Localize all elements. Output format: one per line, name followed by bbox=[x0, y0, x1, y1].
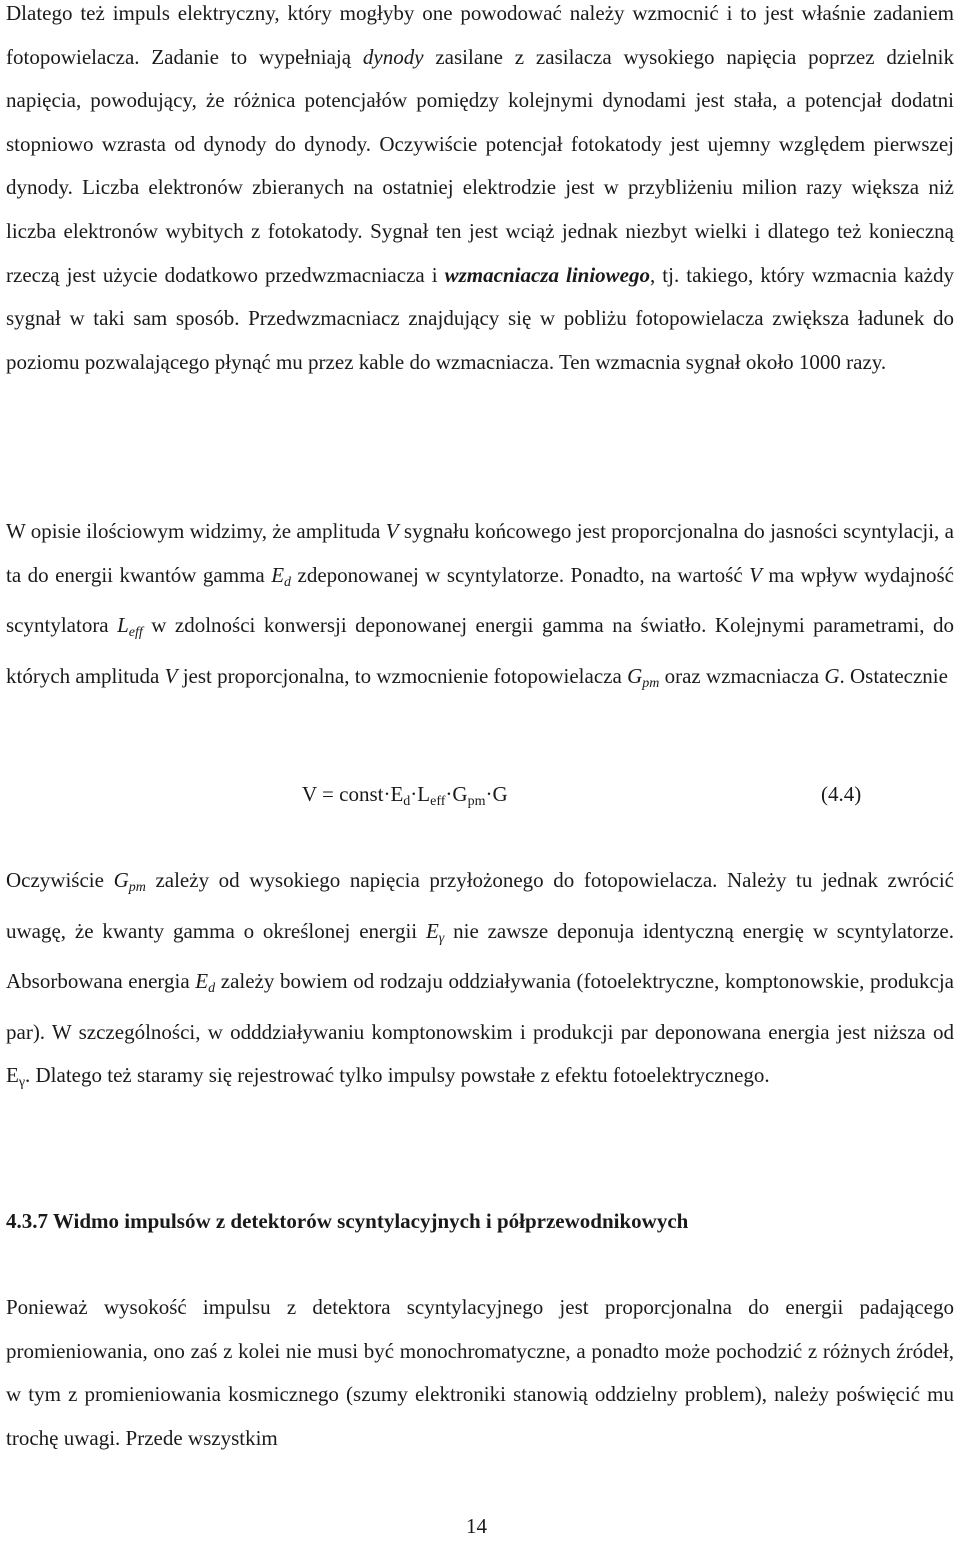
text-run: oraz wzmacniacza bbox=[659, 663, 825, 688]
page-number: 14 bbox=[466, 1514, 487, 1538]
text-run: w zdolności konwersji deponowanej energii gamma na światło. Kolejnymi parametrami, do których amplituda bbox=[6, 613, 954, 688]
text-run: Oczywiście bbox=[6, 868, 114, 892]
subscript: γ bbox=[18, 1075, 26, 1091]
symbol-g: G bbox=[113, 868, 129, 892]
text-run: . Ostatecznie bbox=[839, 663, 948, 688]
subscript: d bbox=[284, 574, 292, 590]
eq-part: ·G bbox=[445, 782, 468, 806]
symbol-v: V bbox=[164, 663, 178, 688]
subscript: eff bbox=[128, 625, 143, 641]
eq-subscript: pm bbox=[467, 794, 486, 809]
text-run: Dlatego też impuls elektryczny, który mogłyby one powodować należy wzmocnić i to jest właśnie zadaniem fotopowielacza. Zadanie to wypełniają bbox=[6, 1, 954, 69]
symbol-g: G bbox=[627, 663, 643, 688]
paragraph-photomultiplier bbox=[6, 0, 954, 384]
eq-subscript: eff bbox=[430, 794, 446, 809]
text-run: ma wpływ wydajność scyntylatora bbox=[6, 562, 954, 638]
term-dynody: dynody bbox=[362, 44, 424, 69]
symbol-v: V bbox=[385, 519, 399, 543]
equation-number: (4.4) bbox=[821, 782, 862, 806]
eq-part: ·G bbox=[485, 782, 508, 806]
paragraph-quantitative bbox=[6, 510, 954, 705]
text-run: , tj. takiego, który wzmacnia każdy sygnał w taki sam sposób. Przedwzmacniacz znajdujący się w pobliżu fotopowielacza zwiększa ładunek do poziomu pozwalającego płynąć mu przez kable do wzmacniacza. Ten wzmacnia sygnał około 1000 razy. bbox=[6, 262, 954, 374]
text-run: . Dlatego też staramy się rejestrować tylko impulsy powstałe z efektu fotoelektrycznego. bbox=[25, 1063, 770, 1088]
symbol-l: L bbox=[117, 613, 129, 638]
text-run: sygnału końcowego jest proporcjonalna do jasności scyntylacji, a ta do energii kwantów gamma bbox=[6, 519, 954, 587]
paragraph-spectrum-intro: Ponieważ wysokość impulsu z detektora scyntylacyjnego jest proporcjonalna do energii padającego promieniowania, ono zaś z kolei nie musi być monochromatyczne, a ponadto może pochodzić z różnych źródeł, w tym z promieniowania kosmicznego (szumy elektroniki stanowią oddzielny problem), należy poświęcić mu trochę uwagi. Przede wszystkim bbox=[6, 1295, 954, 1450]
symbol-e: E bbox=[271, 562, 285, 587]
symbol-v: V bbox=[749, 562, 762, 587]
eq-subscript: d bbox=[403, 794, 411, 809]
subscript: pm bbox=[128, 880, 146, 895]
symbol-e: E bbox=[425, 918, 439, 943]
term-linear-amplifier: wzmacniacza liniowego bbox=[444, 262, 651, 287]
eq-part: ·L bbox=[410, 782, 431, 806]
text-run: jest proporcjonalna, to wzmocnienie fotopowielacza bbox=[177, 663, 628, 688]
text-run: W opisie ilościowym widzimy, że amplituda bbox=[6, 519, 386, 543]
subscript: γ bbox=[438, 930, 445, 946]
equation-expression bbox=[302, 774, 508, 822]
text-run: zależy bowiem od rodzaju oddziaływania (fotoelektryczne, komptonowskie, produkcja par). W szczególności, w odddziaływaniu komptonowskim i produkcji par deponowana energia jest niższa od E bbox=[6, 969, 954, 1088]
section-heading: 4.3.7 Widmo impulsów z detektorów scyntylacyjnych i półprzewodnikowych bbox=[6, 1209, 689, 1233]
subscript: pm bbox=[642, 675, 660, 691]
text-run: zależy od wysokiego napięcia przyłożonego do fotopowielacza. Należy tu jednak zwrócić uwagę, że kwanty gamma o określonej energii bbox=[6, 868, 954, 943]
symbol-e: E bbox=[195, 969, 209, 994]
text-run: zdeponowanej w scyntylatorze. Ponadto, na wartość bbox=[291, 562, 750, 587]
symbol-g: G bbox=[824, 663, 840, 688]
text-run: nie zawsze deponuja identyczną energię w scyntylatorze. Absorbowana energia bbox=[6, 918, 955, 994]
subscript: d bbox=[208, 981, 216, 997]
text-run: zasilane z zasilacza wysokiego napięcia poprzez dzielnik napięcia, powodujący, że różnica potencjałów pomiędzy kolejnymi dynodami jest stała, a potencjał dodatni stopniowo wzrasta od dynody do dynody. Oczywiście potencjał fotokatody jest ujemny względem pierwszej dynody. Liczba elektronów zbieranych na ostatniej elektrodzie jest w przybliżeniu milion razy większa niż liczba elektronów wybitych z fotokatody. Sygnał ten jest wciąż jednak niezbyt wielki i dlatego też konieczną rzeczą jest użycie dodatkowo przedwzmacniacza i bbox=[6, 44, 954, 287]
paragraph-gpm-dependence bbox=[6, 859, 954, 1105]
eq-part: V = const·E bbox=[302, 782, 404, 806]
